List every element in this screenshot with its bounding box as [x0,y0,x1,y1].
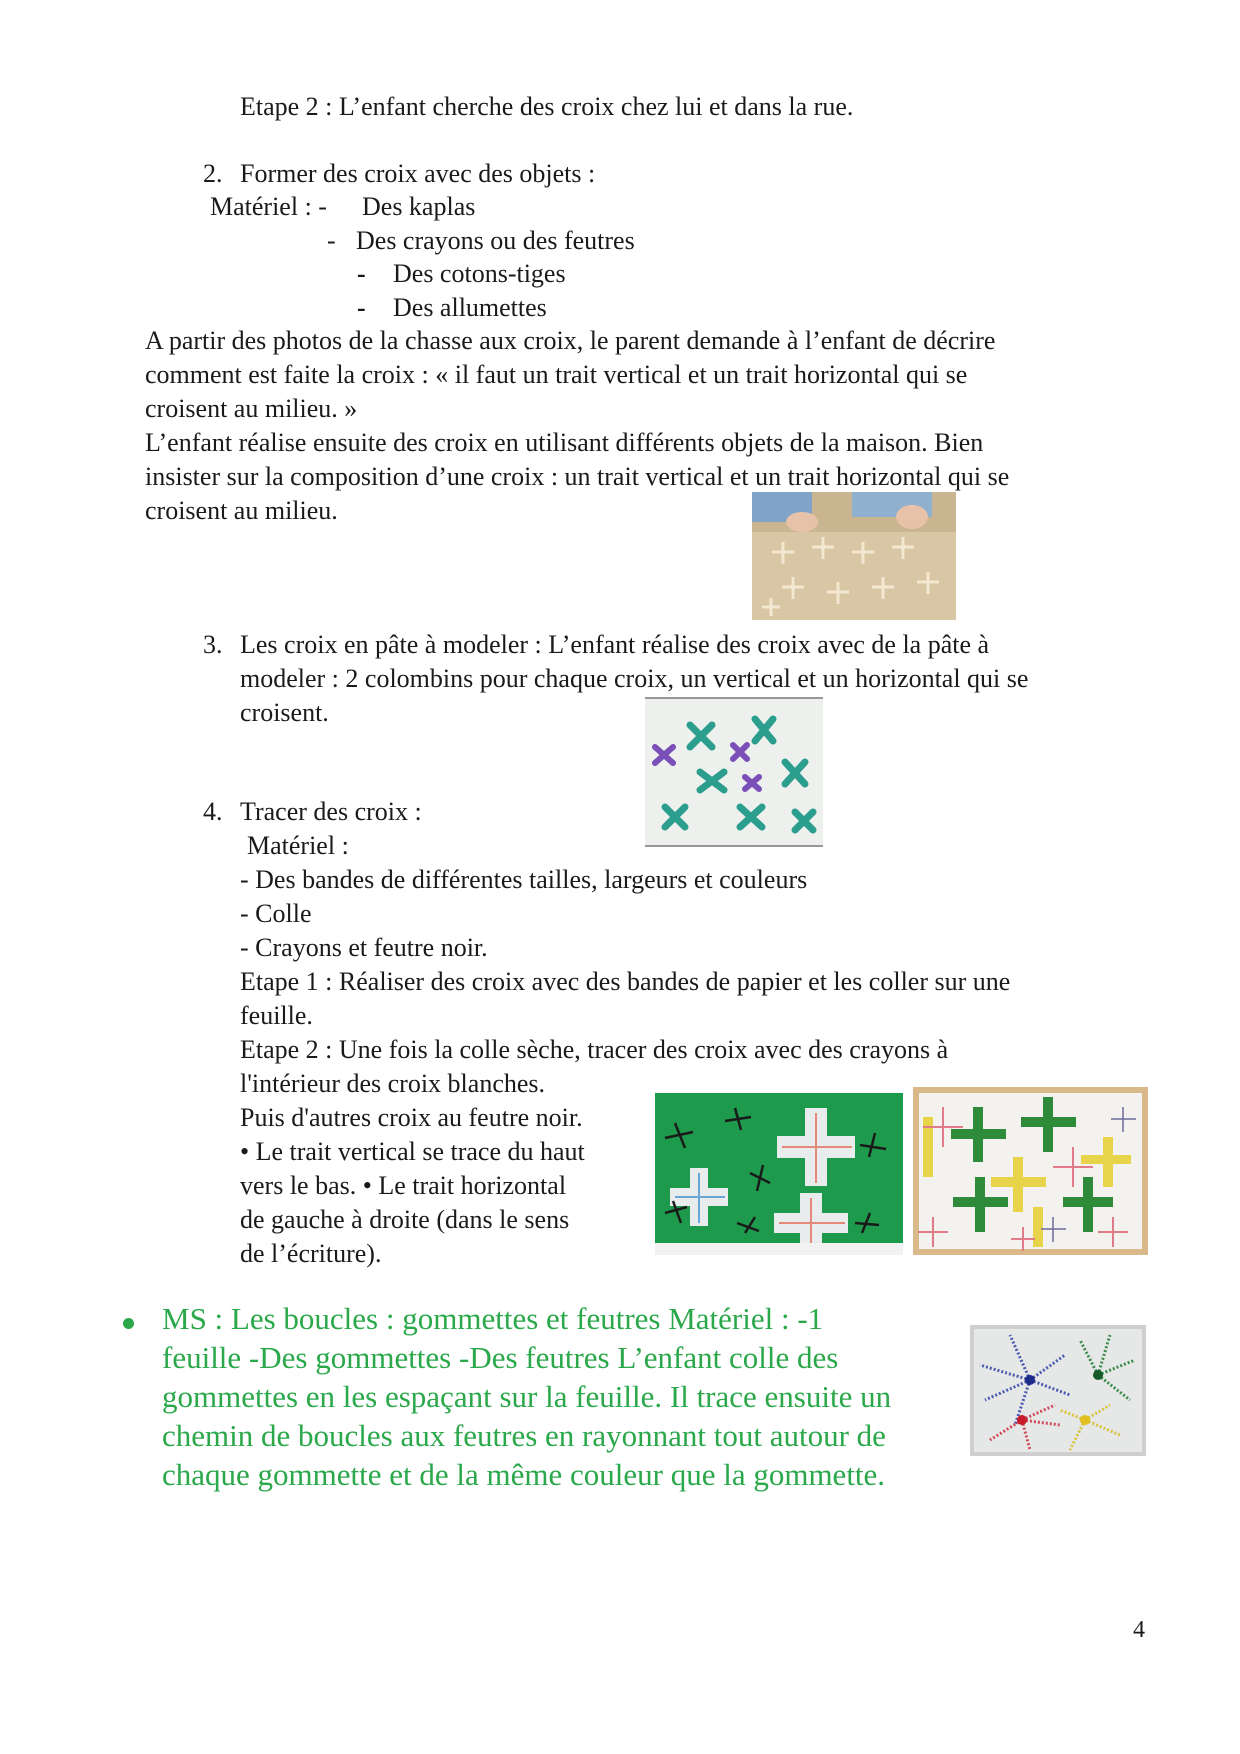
dash-marker: - [357,259,366,288]
text-line: Etape 2 : Une fois la colle sèche, tracer des croix avec des crayons à [240,1035,949,1064]
materiel-item: Des cotons-tiges [393,259,566,288]
text-line: Puis d'autres croix au feutre noir. [240,1103,583,1132]
text-line: modeler : 2 colombins pour chaque croix, un vertical et un horizontal qui se [240,664,1029,693]
text-line: chemin de boucles aux feutres en rayonnant tout autour de [162,1418,886,1453]
materiel-item: Des kaplas [362,192,476,221]
text-line: Les croix en pâte à modeler : L’enfant réalise des croix avec de la pâte à [240,630,990,659]
text-line: feuille -Des gommettes -Des feutres L’enfant colle des [162,1340,839,1375]
section2-heading: Former des croix avec des objets : [240,159,596,188]
text-line: vers le bas. • Le trait horizontal [240,1171,567,1200]
list-number-2: 2. [203,159,223,188]
text-line: • Le trait vertical se trace du haut [240,1137,585,1166]
text-line: croisent au milieu. » [145,394,358,423]
etape2-text: Etape 2 : L’enfant cherche des croix chez lui et dans la rue. [240,92,854,121]
text-line: Etape 1 : Réaliser des croix avec des bandes de papier et les coller sur une [240,967,1011,996]
materiel-label: Matériel : - [210,192,327,221]
kaplas-crosses-photo [752,492,956,620]
materiel-item: Des crayons ou des feutres [356,226,635,255]
text-line: A partir des photos de la chasse aux croix, le parent demande à l’enfant de décrire [145,326,996,355]
text-line: L’enfant réalise ensuite des croix en utilisant différents objets de la maison. Bien [145,428,984,457]
text-line: croisent. [240,698,329,727]
text-line: gommettes en les espaçant sur la feuille. Il trace ensuite un [162,1379,892,1414]
colored-strip-crosses-photo [913,1087,1148,1255]
text-line: comment est faite la croix : « il faut un trait vertical et un trait horizontal qui se [145,360,968,389]
text-line: insister sur la composition d’une croix : un trait vertical et un trait horizontal qui se [145,462,1010,491]
ms-paragraph [162,1299,891,1494]
text-line: - Des bandes de différentes tailles, largeurs et couleurs [240,865,808,894]
dash-marker: - [327,226,336,255]
text-line: croisent au milieu. [145,496,338,525]
dash-marker: - [357,293,366,322]
text-line: MS : Les boucles : gommettes et feutres Matériel : -1 [162,1301,824,1336]
loops-stickers-photo [970,1325,1146,1456]
list-number-3: 3. [203,630,223,659]
list-number-4: 4. [203,797,223,826]
text-line: de l’écriture). [240,1239,382,1268]
text-line: de gauche à droite (dans le sens [240,1205,570,1234]
text-line: - Crayons et feutre noir. [240,933,488,962]
green-paper-crosses-photo [655,1093,903,1255]
text-line: chaque gommette et de la même couleur que la gommette. [162,1457,886,1492]
bullet-icon [123,1318,134,1329]
section3-text [240,628,1028,730]
section4-heading: Tracer des croix : [240,797,422,826]
text-line: Matériel : [247,831,349,860]
page-number: 4 [1133,1617,1145,1643]
text-line: l'intérieur des croix blanches. [240,1069,546,1098]
materiel-item: Des allumettes [393,293,547,322]
text-line: - Colle [240,899,312,928]
text-line: feuille. [240,1001,313,1030]
modeling-clay-crosses-photo [645,697,823,847]
